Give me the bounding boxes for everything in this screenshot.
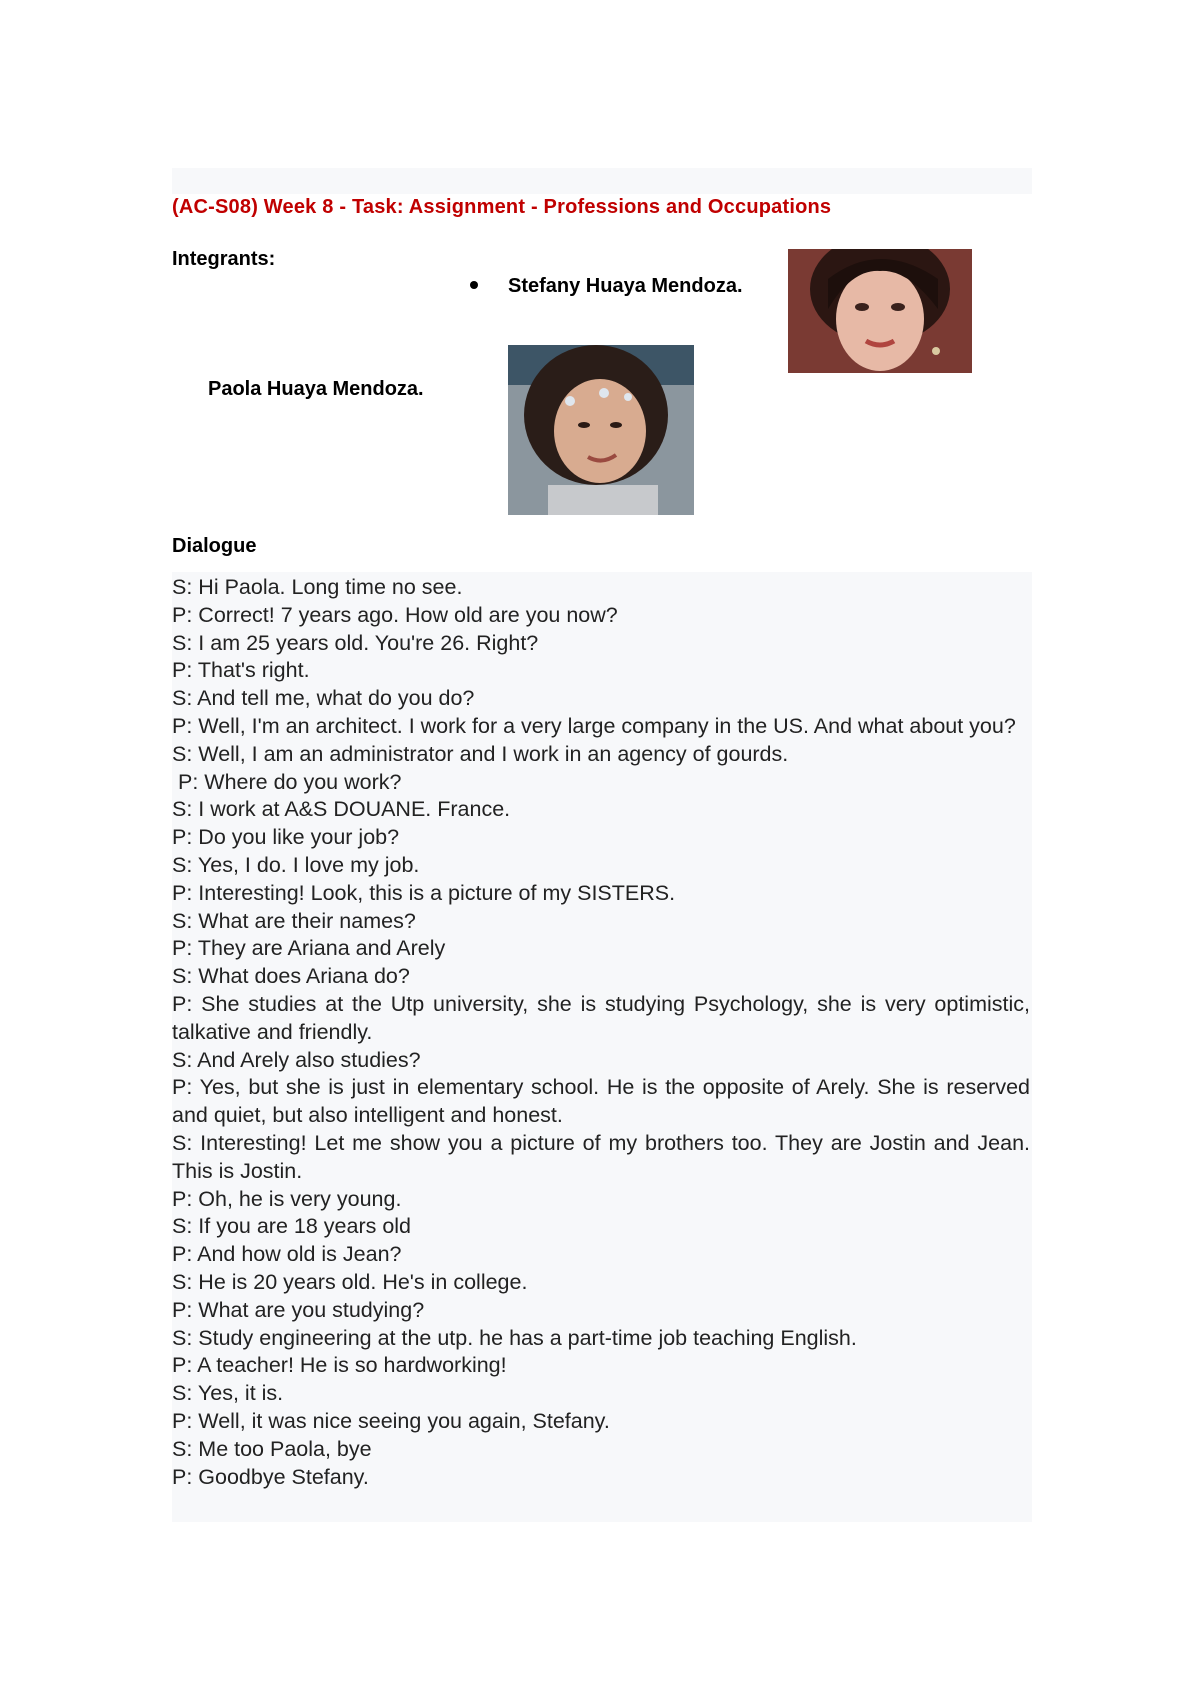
paola-portrait-icon	[508, 345, 694, 515]
dialogue-line: P: What are you studying?	[172, 1297, 425, 1322]
header-shading	[172, 168, 1032, 194]
dialogue-line: S: Interesting! Let me show you a picture of my brothers too. They are Jostin and Jean. This is Jostin.	[172, 1130, 1030, 1183]
dialogue-line: S: Well, I am an administrator and I work in an agency of gourds.	[172, 741, 789, 766]
assignment-title: (AC-S08) Week 8 - Task: Assignment - Professions and Occupations	[172, 196, 832, 218]
dialogue-line: S: Yes, I do. I love my job.	[172, 852, 420, 877]
member-paola: Paola Huaya Mendoza.	[208, 378, 424, 400]
dialogue-line: P: Oh, he is very young.	[172, 1186, 402, 1211]
dialogue-line: P: She studies at the Utp university, she is studying Psychology, she is very optimistic, talkative and friendly.	[172, 991, 1030, 1044]
dialogue-line: S: He is 20 years old. He's in college.	[172, 1269, 528, 1294]
dialogue-label: Dialogue	[172, 535, 257, 557]
paola-photo	[508, 345, 694, 515]
dialogue-line: P: That's right.	[172, 658, 310, 683]
dialogue-line: S: What are their names?	[172, 908, 416, 933]
dialogue-line: S: Yes, it is.	[172, 1381, 284, 1406]
member-stefany-name: Stefany Huaya Mendoza.	[508, 275, 743, 297]
dialogue-line: S: Hi Paola. Long time no see.	[172, 575, 463, 599]
dialogue-line: S: I am 25 years old. You're 26. Right?	[172, 630, 539, 655]
dialogue-line: P: Well, it was nice seeing you again, Stefany.	[172, 1408, 610, 1433]
dialogue-line: S: If you are 18 years old	[172, 1214, 412, 1239]
stefany-photo	[788, 249, 972, 373]
dialogue-line: P: Goodbye Stefany.	[172, 1464, 369, 1489]
dialogue-line: P: Well, I'm an architect. I work for a very large company in the US. And what about you?	[172, 713, 1016, 738]
dialogue-line: S: And Arely also studies?	[172, 1047, 421, 1072]
integrants-label: Integrants:	[172, 248, 276, 270]
dialogue-line: P: Do you like your job?	[172, 825, 400, 850]
member-stefany	[470, 275, 743, 298]
dialogue-line: P: A teacher! He is so hardworking!	[172, 1353, 507, 1378]
dialogue-line: P: Correct! 7 years ago. How old are you now?	[172, 602, 618, 627]
dialogue-line: S: And tell me, what do you do?	[172, 686, 475, 711]
dialogue-line: P: Yes, but she is just in elementary school. He is the opposite of Arely. She is reserved and quiet, but also intelligent and honest.	[172, 1075, 1030, 1128]
dialogue-line: P: Interesting! Look, this is a picture of my SISTERS.	[172, 880, 676, 905]
bullet-icon	[470, 281, 478, 289]
dialogue-text	[172, 574, 1030, 1491]
dialogue-line: P: And how old is Jean?	[172, 1242, 402, 1267]
dialogue-line: S: What does Ariana do?	[172, 964, 410, 989]
dialogue-line: S: Me too Paola, bye	[172, 1436, 372, 1461]
stefany-portrait-icon	[788, 249, 972, 373]
dialogue-line: S: Study engineering at the utp. he has a part-time job teaching English.	[172, 1325, 857, 1350]
dialogue-line: P: Where do you work?	[178, 769, 402, 794]
dialogue-line: P: They are Ariana and Arely	[172, 936, 446, 961]
dialogue-line: S: I work at A&S DOUANE. France.	[172, 797, 511, 822]
